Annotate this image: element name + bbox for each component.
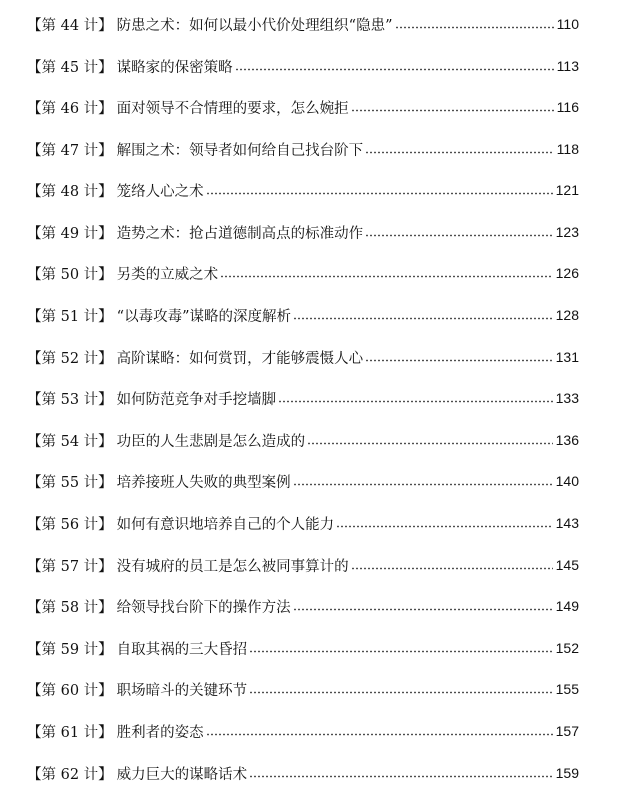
page-number: 159	[555, 765, 579, 781]
dot-leader	[365, 234, 552, 237]
toc-entry	[27, 95, 579, 119]
entry-title: 如何有意识地培养自己的个人能力	[116, 516, 335, 533]
toc-entry	[27, 220, 579, 244]
toc-entry	[27, 137, 579, 161]
page-number: 149	[555, 598, 579, 614]
page-number: 128	[555, 307, 579, 323]
stratagem-number: 【第 58 计】	[27, 599, 113, 616]
stratagem-number: 【第 44 计】	[27, 17, 113, 34]
stratagem-number: 【第 52 计】	[27, 350, 113, 367]
stratagem-number: 【第 48 计】	[27, 183, 113, 200]
dot-leader	[278, 400, 552, 403]
dot-leader	[351, 109, 554, 112]
page-number: 116	[556, 99, 579, 115]
dot-leader	[249, 775, 552, 778]
toc-entry	[27, 594, 579, 618]
entry-title: 自取其祸的三大昏招	[116, 641, 248, 658]
stratagem-number: 【第 62 计】	[27, 766, 113, 783]
entry-title: 功臣的人生悲剧是怎么造成的	[116, 433, 306, 450]
page-number: 155	[555, 681, 579, 697]
page-number: 118	[556, 141, 579, 157]
dot-leader	[351, 567, 553, 570]
entry-title: 防患之术：如何以最小代价处理组织“隐患”	[116, 17, 393, 34]
toc-entry	[27, 178, 579, 202]
stratagem-number: 【第 47 计】	[27, 142, 113, 159]
dot-leader	[293, 608, 553, 611]
dot-leader	[220, 275, 552, 278]
toc-entry	[27, 719, 579, 743]
dot-leader	[249, 650, 552, 653]
page-number: 121	[555, 182, 579, 198]
stratagem-number: 【第 50 计】	[27, 266, 113, 283]
toc-entry	[27, 303, 579, 327]
dot-leader	[206, 192, 553, 195]
entry-title: 胜利者的姿态	[116, 724, 204, 741]
page-number: 131	[555, 349, 579, 365]
stratagem-number: 【第 56 计】	[27, 516, 113, 533]
entry-title: 面对领导不合情理的要求，怎么婉拒	[116, 100, 349, 117]
dot-leader	[249, 691, 552, 694]
entry-title: “以毒攻毒”谋略的深度解析	[116, 308, 291, 325]
entry-title: 解围之术：领导者如何给自己找台阶下	[116, 142, 364, 159]
stratagem-number: 【第 55 计】	[27, 474, 113, 491]
page-number: 140	[555, 473, 579, 489]
entry-title: 造势之术：抢占道德制高点的标准动作	[116, 225, 364, 242]
dot-leader	[293, 483, 553, 486]
toc-entry	[27, 345, 579, 369]
stratagem-number: 【第 57 计】	[27, 558, 113, 575]
dot-leader	[365, 151, 554, 154]
stratagem-number: 【第 51 计】	[27, 308, 113, 325]
dot-leader	[336, 525, 552, 528]
entry-title: 高阶谋略：如何赏罚，才能够震慑人心	[116, 350, 364, 367]
dot-leader	[293, 317, 553, 320]
page-number: 110	[556, 16, 579, 32]
toc-entry	[27, 636, 579, 660]
page-number: 143	[555, 515, 579, 531]
toc-entry	[27, 677, 579, 701]
toc-entry	[27, 12, 579, 36]
page-number: 123	[555, 224, 579, 240]
entry-title: 谋略家的保密策略	[116, 59, 233, 76]
entry-title: 给领导找台阶下的操作方法	[116, 599, 291, 616]
entry-title: 没有城府的员工是怎么被同事算计的	[116, 558, 349, 575]
stratagem-number: 【第 45 计】	[27, 59, 113, 76]
page-number: 152	[555, 640, 579, 656]
entry-title: 另类的立威之术	[116, 266, 219, 283]
entry-title: 威力巨大的谋略话术	[116, 766, 248, 783]
page-number: 133	[555, 390, 579, 406]
toc-entry	[27, 469, 579, 493]
toc-entry	[27, 386, 579, 410]
entry-title: 职场暗斗的关键环节	[116, 682, 248, 699]
stratagem-number: 【第 53 计】	[27, 391, 113, 408]
dot-leader	[365, 359, 552, 362]
toc-entry	[27, 54, 579, 78]
dot-leader	[235, 68, 554, 71]
stratagem-number: 【第 46 计】	[27, 100, 113, 117]
stratagem-number: 【第 60 计】	[27, 682, 113, 699]
page-number: 145	[555, 557, 579, 573]
stratagem-number: 【第 54 计】	[27, 433, 113, 450]
entry-title: 笼络人心之术	[116, 183, 204, 200]
stratagem-number: 【第 61 计】	[27, 724, 113, 741]
toc-entry	[27, 761, 579, 785]
page-number: 157	[555, 723, 579, 739]
toc-entry	[27, 428, 579, 452]
toc-entry	[27, 553, 579, 577]
dot-leader	[307, 442, 552, 445]
page-number: 136	[555, 432, 579, 448]
stratagem-number: 【第 59 计】	[27, 641, 113, 658]
stratagem-number: 【第 49 计】	[27, 225, 113, 242]
toc-entry	[27, 511, 579, 535]
page-number: 126	[555, 265, 579, 281]
dot-leader	[206, 733, 553, 736]
entry-title: 如何防范竞争对手挖墙脚	[116, 391, 277, 408]
page-number: 113	[556, 58, 579, 74]
toc-entry	[27, 261, 579, 285]
entry-title: 培养接班人失败的典型案例	[116, 474, 291, 491]
dot-leader	[395, 26, 554, 29]
